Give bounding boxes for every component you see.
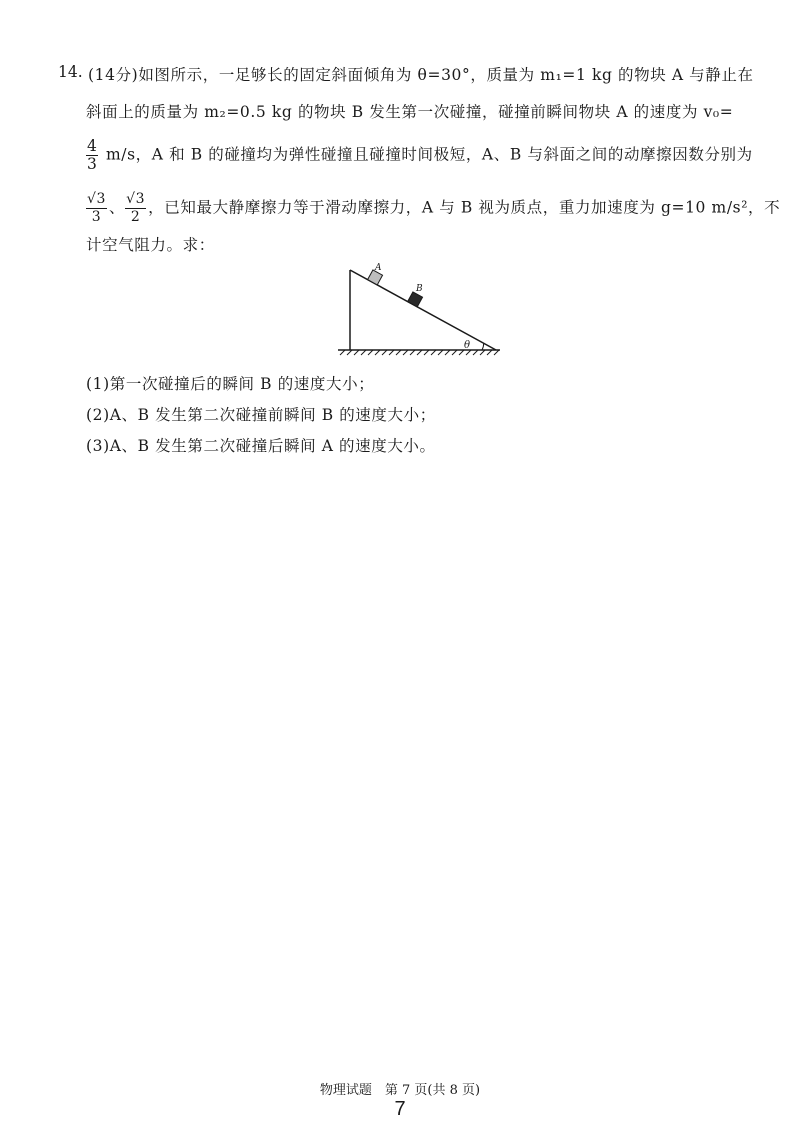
- mu-separator: 、: [109, 198, 126, 217]
- page-footer: 物理试题 第 7 页(共 8 页): [319, 1083, 481, 1098]
- mu2-denominator: 2: [130, 209, 141, 225]
- line-3-text: m/s，A 和 B 的碰撞均为弹性碰撞且碰撞时间极短，A、B 与斜面之间的动摩擦因数分别为: [100, 145, 753, 164]
- sub-question-2: (2)A、B 发生第二次碰撞前瞬间 B 的速度大小；: [86, 406, 436, 424]
- question-line-2: 斜面上的质量为 m₂=0.5 kg 的物块 B 发生第一次碰撞，碰撞前瞬间物块 A 的速度为 v₀=: [86, 103, 734, 121]
- mu1-denominator: 3: [91, 209, 102, 225]
- sub-question-3: (3)A、B 发生第二次碰撞后瞬间 A 的速度大小。: [86, 437, 436, 455]
- question-line-5: 计空气阻力。求：: [86, 236, 215, 254]
- question-number: 14.: [58, 63, 83, 81]
- block-b: [408, 292, 423, 307]
- question-line-1: (14分)如图所示，一足够长的固定斜面倾角为 θ=30°，质量为 m₁=1 kg 的物块 A 与静止在: [88, 66, 754, 84]
- question-line-3: [86, 138, 753, 173]
- block-a-label: A: [375, 263, 382, 273]
- question-line-4: [86, 191, 780, 226]
- line-4-text: ，已知最大静摩擦力等于滑动摩擦力，A 与 B 视为质点，重力加速度为 g=10 m/s²，不: [148, 198, 781, 217]
- incline-figure: [330, 258, 505, 358]
- mu2-numerator: √3: [126, 191, 146, 207]
- mu1-fraction: [86, 191, 107, 226]
- page-number: 7: [394, 1098, 406, 1120]
- mu2-fraction: [125, 191, 146, 226]
- mu1-numerator: √3: [87, 191, 107, 207]
- v0-numerator: 4: [87, 137, 98, 155]
- angle-arc: [482, 343, 484, 350]
- angle-label: θ: [464, 340, 471, 351]
- v0-denominator: 3: [87, 155, 98, 173]
- block-b-label: B: [416, 284, 423, 294]
- sub-question-1: (1)第一次碰撞后的瞬间 B 的速度大小；: [86, 375, 375, 393]
- v0-fraction: [86, 138, 98, 173]
